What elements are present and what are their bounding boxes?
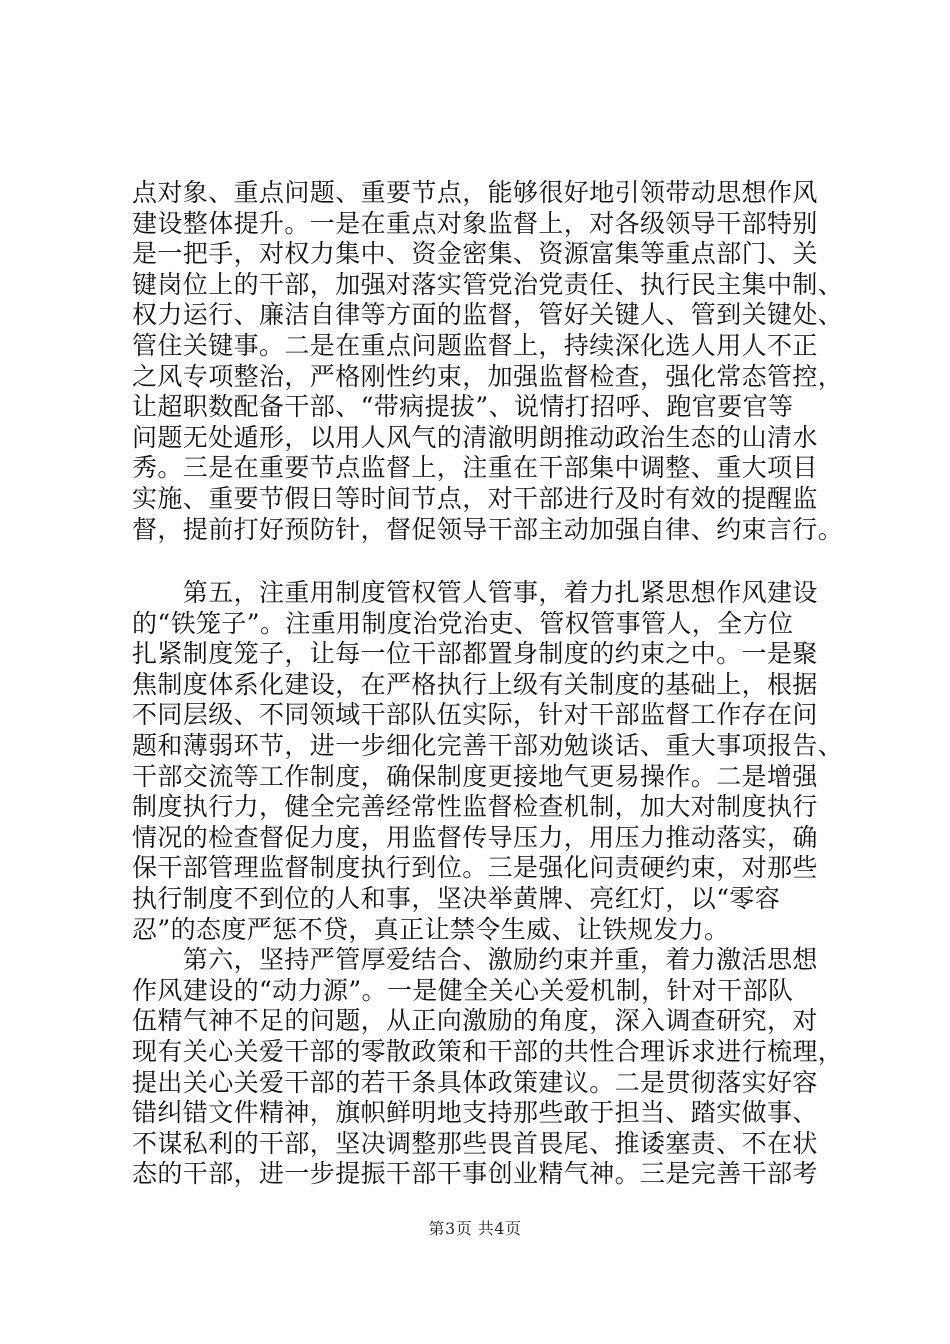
text-line: 题和薄弱环节，进一步细化完善干部劝勉谈话、重大事项报告、: [132, 730, 844, 760]
text-line: 焦制度体系化建设，在严格执行上级有关制度的基础上，根据: [132, 669, 818, 699]
text-line: 执行制度不到位的人和事，坚决举黄牌、亮红灯，以“零容: [132, 883, 781, 913]
text-line: 管住关键事。二是在重点问题监督上，持续深化选人用人不正: [132, 330, 818, 360]
text-line: 建设整体提升。一是在重点对象监督上，对各级领导干部特别: [132, 208, 818, 238]
text-line: 问题无处遁形，以用人风气的清澈明朗推动政治生态的山清水: [132, 422, 818, 452]
text-line: 伍精气神不足的问题，从正向激励的角度，深入调查研究，对: [132, 1006, 818, 1036]
text-line: 第六，坚持严管厚爱结合、激励约束并重，着力激活思想: [132, 945, 818, 975]
text-line: 不谋私利的干部，坚决调整那些畏首畏尾、推诿塞责、不在状: [132, 1128, 818, 1158]
text-line: 键岗位上的干部，加强对落实管党治党责任、执行民主集中制、: [132, 269, 844, 299]
text-line: 实施、重要节假日等时间节点，对干部进行及时有效的提醒监: [132, 483, 818, 513]
text-line: 保干部管理监督制度执行到位。三是强化问责硬约束，对那些: [132, 853, 818, 883]
text-line: 不同层级、不同领域干部队伍实际，针对干部监督工作存在问: [132, 700, 818, 730]
text-line: 让超职数配备干部、“带病提拔”、说情打招呼、跑官要官等: [132, 392, 794, 422]
text-line: 的“铁笼子”。注重用制度治党治吏、管权管事管人，全方位: [132, 608, 794, 638]
text-line: 态的干部，进一步提振干部干事创业精气神。三是完善干部考: [132, 1159, 818, 1189]
text-line: 干部交流等工作制度，确保制度更接地气更易操作。二是增强: [132, 761, 818, 791]
page-footer: 第3页 共4页: [428, 1219, 522, 1238]
text-line: 秀。三是在重要节点监督上，注重在干部集中调整、重大项目: [132, 453, 818, 483]
text-line: 制度执行力，健全完善经常性监督检查机制，加大对制度执行: [132, 792, 818, 822]
paragraph-block-2: [132, 578, 852, 1190]
text-line: 督，提前打好预防针，督促领导干部主动加强自律、约束言行。: [132, 514, 844, 544]
text-line: 提出关心关爱干部的若干条具体政策建议。二是贯彻落实好容: [132, 1067, 818, 1097]
text-line: 权力运行、廉洁自律等方面的监督，管好关键人、管到关键处、: [132, 300, 844, 330]
paragraph-block-1: [132, 178, 852, 545]
text-line: 扎紧制度笼子，让每一位干部都置身制度的约束之中。一是聚: [132, 639, 818, 669]
text-line: 是一把手，对权力集中、资金密集、资源富集等重点部门、关: [132, 239, 818, 269]
text-line: 作风建设的“动力源”。一是健全关心关爱机制，针对干部队: [132, 975, 794, 1005]
text-line: 忍”的态度严惩不贷，真正让禁令生威、让铁规发力。: [132, 914, 730, 944]
text-line: 现有关心关爱干部的零散政策和干部的共性合理诉求进行梳理，: [132, 1036, 844, 1066]
text-line: 情况的检查督促力度，用监督传导压力，用压力推动落实，确: [132, 822, 818, 852]
text-line: 之风专项整治，严格刚性约束，加强监督检查，强化常态管控，: [132, 361, 844, 391]
text-line: 点对象、重点问题、重要节点，能够很好地引领带动思想作风: [132, 178, 818, 207]
text-line: 错纠错文件精神，旗帜鲜明地支持那些敢于担当、踏实做事、: [132, 1098, 818, 1128]
text-line: 第五，注重用制度管权管人管事，着力扎紧思想作风建设: [132, 578, 818, 607]
